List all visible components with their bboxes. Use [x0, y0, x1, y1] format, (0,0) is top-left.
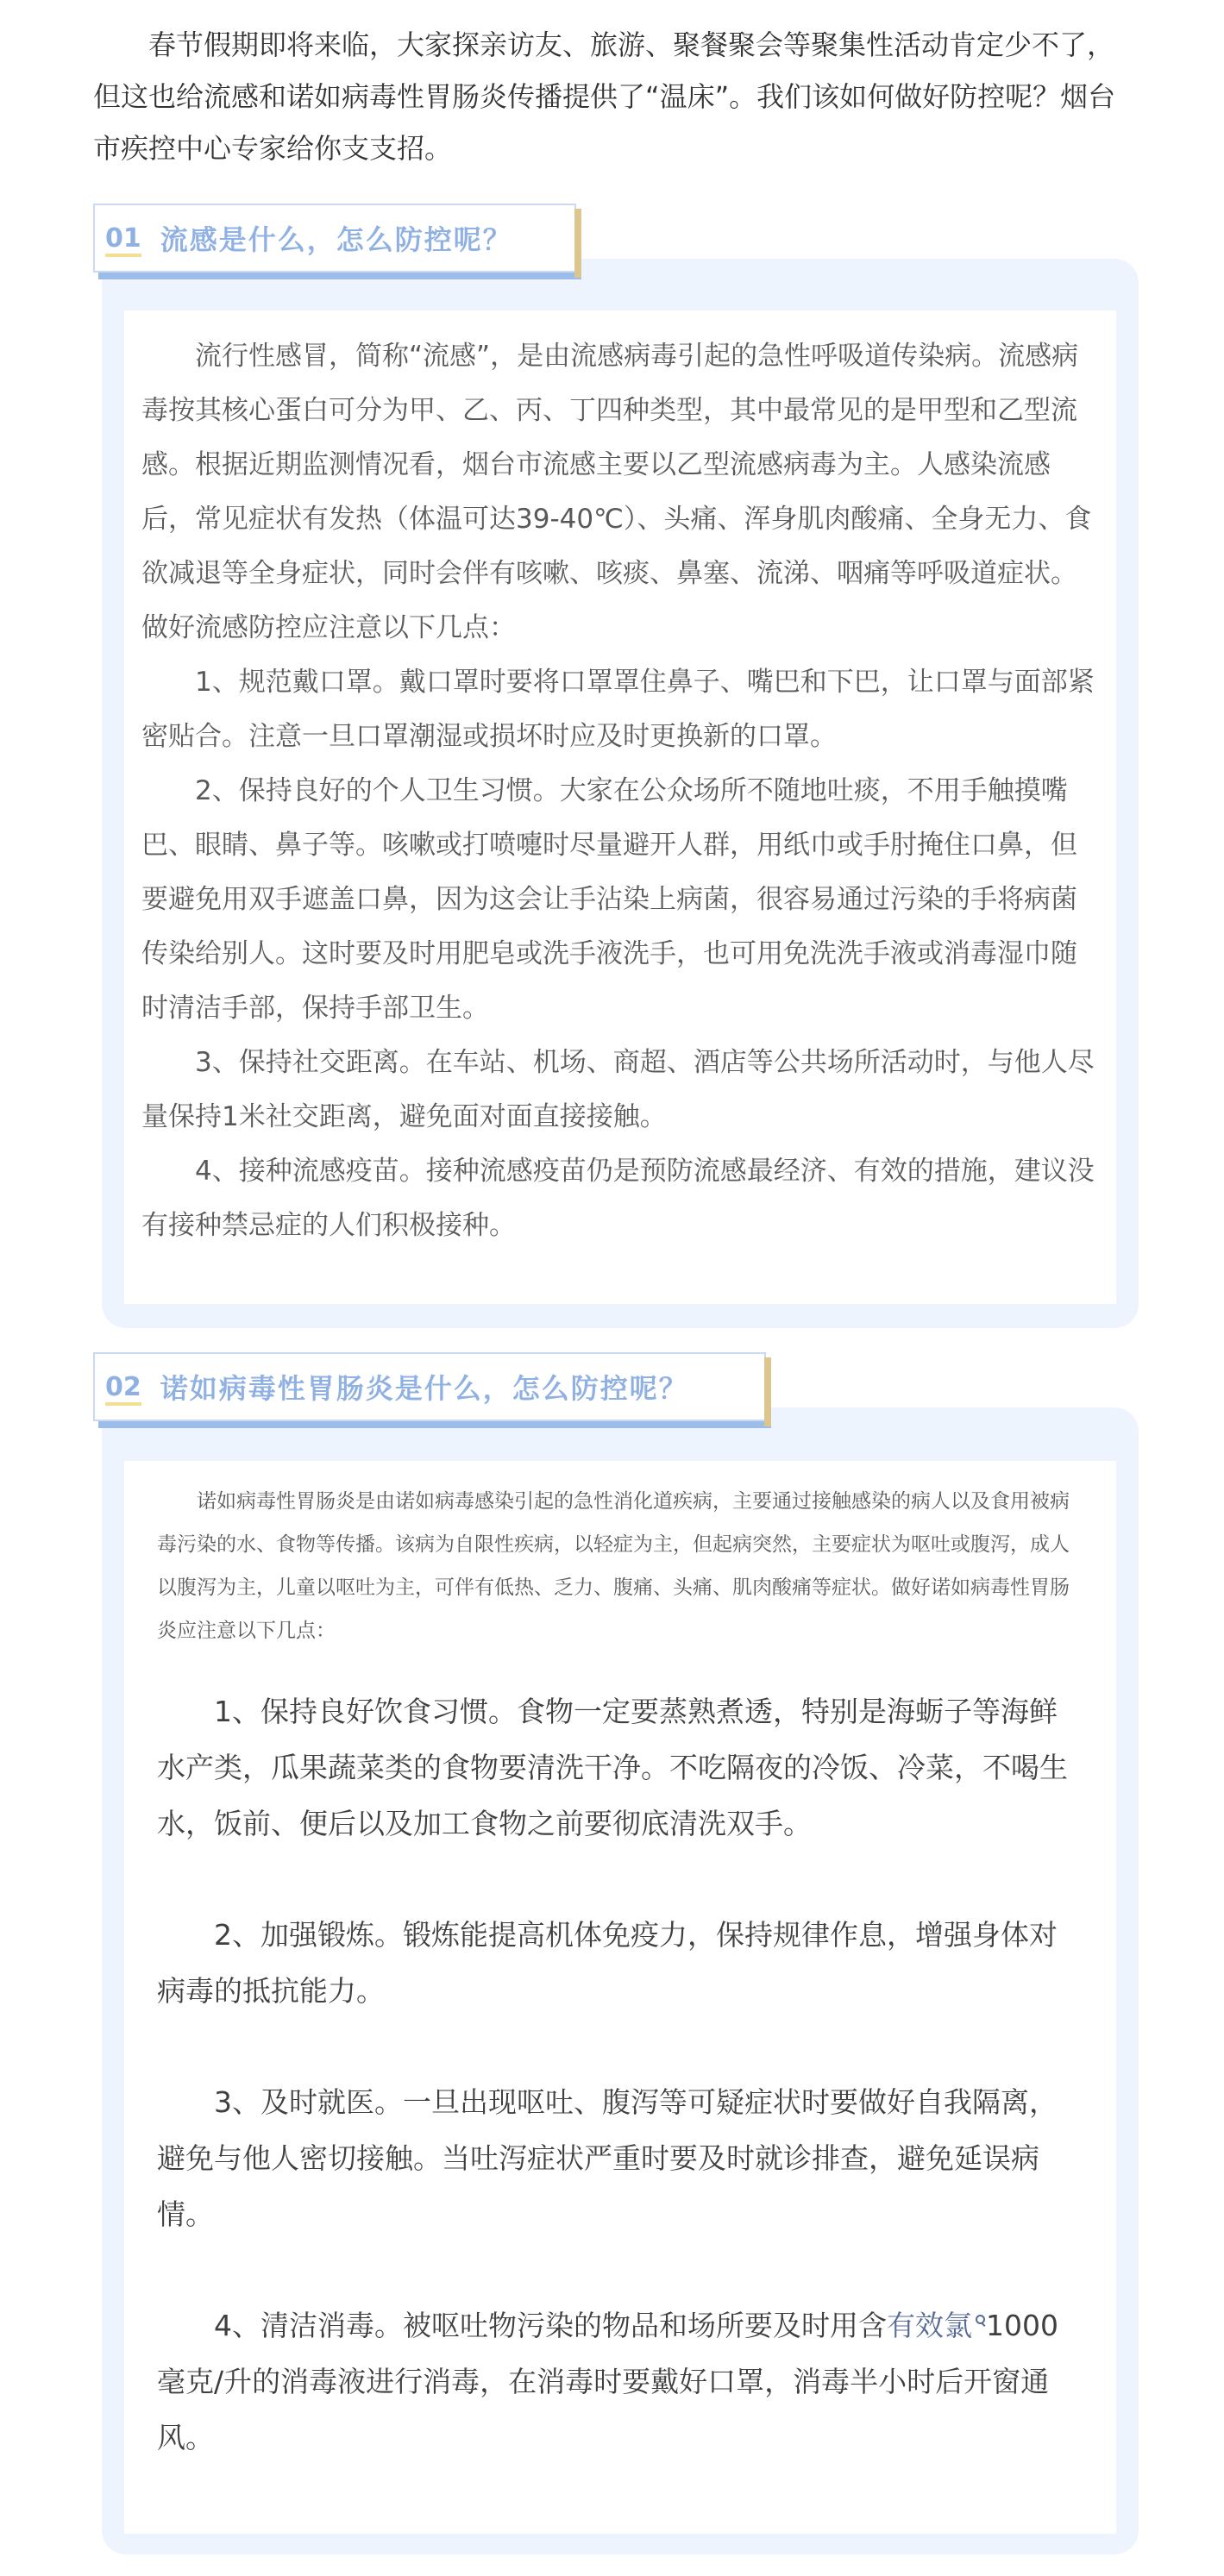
decorative-bar	[574, 209, 581, 278]
tip-4-text-start: 4、清洁消毒。被呕吐物污染的物品和场所要及时用含	[214, 2309, 887, 2342]
norovirus-tip-1: 1、保持良好饮食习惯。食物一定要蒸熟煮透，特别是海蛎子等海鲜水产类，瓜果蔬菜类的食物要清洗干净。不吃隔夜的冷饭、冷菜，不喝生水，饭前、便后以及加工食物之前要彻底清洗双手。	[157, 1695, 1068, 1840]
section-1-number: 01	[105, 223, 141, 254]
tip-4-text-end: 1000毫克/升的消毒液进行消毒，在消毒时要戴好口罩，消毒半小时后开窗通风。	[157, 2309, 1058, 2454]
flu-tip-3: 3、保持社交距离。在车站、机场、商超、酒店等公共场所活动时，与他人尽量保持1米社交距离，避免面对面直接接触。	[141, 1047, 1095, 1132]
section-2-panel	[102, 1407, 1139, 2554]
section-2-content	[124, 1461, 1116, 2534]
decorative-bar	[764, 1357, 771, 1426]
norovirus-tip-2: 2、加强锻炼。锻炼能提高机体免疫力，保持规律作息，增强身体对病毒的抵抗能力。	[157, 1918, 1058, 2008]
intro-paragraph: 春节假期即将来临，大家探亲访友、旅游、聚餐聚会等聚集性活动肯定少不了，但这也给流感和诺如病毒性胃肠炎传播提供了“温床”。我们该如何做好防控呢？烟台市疾控中心专家给你支支招。	[93, 28, 1116, 165]
search-icon[interactable]	[976, 2315, 986, 2325]
norovirus-definition: 诺如病毒性胃肠炎是由诺如病毒感染引起的急性消化道疾病，主要通过接触感染的病人以及食用被病毒污染的水、食物等传播。该病为自限性疾病，以轻症为主，但起病突然，主要症状为呕吐或腹泻，成人以腹泻为主，儿童以呕吐为主，可伴有低热、乏力、腹痛、头痛、肌肉酸痛等症状。做好诺如病毒性胃肠炎应注意以下几点：	[157, 1490, 1070, 1642]
norovirus-tip-3: 3、及时就医。一旦出现呕吐、腹泻等可疑症状时要做好自我隔离，避免与他人密切接触。当吐泻症状严重时要及时就诊排查，避免延误病情。	[157, 2085, 1058, 2231]
flu-tip-2: 2、保持良好的个人卫生习惯。大家在公众场所不随地吐痰，不用手触摸嘴巴、眼睛、鼻子等。咳嗽或打喷嚏时尽量避开人群，用纸巾或手肘掩住口鼻，但要避免用双手遮盖口鼻，因为这会让手沾染上病菌，很容易通过污染的手将病菌传染给别人。这时要及时用肥皂或洗手液洗手，也可用免洗洗手液或消毒湿巾随时清洁手部，保持手部卫生。	[141, 775, 1077, 1024]
section-2-number: 02	[105, 1371, 141, 1402]
section-1-content	[124, 310, 1116, 1304]
effective-chlorine-link[interactable]: 有效氯	[887, 2309, 972, 2342]
norovirus-tip-4	[157, 2297, 1083, 2466]
section-2-header	[93, 1352, 766, 1421]
flu-tip-4: 4、接种流感疫苗。接种流感疫苗仍是预防流感最经济、有效的措施，建议没有接种禁忌症的人们积极接种。	[141, 1156, 1095, 1241]
section-1-panel	[102, 259, 1139, 1328]
section-2-title: 诺如病毒性胃肠炎是什么，怎么防控呢？	[160, 1372, 688, 1405]
section-1-header	[93, 204, 576, 273]
flu-tip-1: 1、规范戴口罩。戴口罩时要将口罩罩住鼻子、嘴巴和下巴，让口罩与面部紧密贴合。注意一旦口罩潮湿或损坏时应及时更换新的口罩。	[141, 667, 1095, 752]
flu-definition: 流行性感冒，简称“流感”，是由流感病毒引起的急性呼吸道传染病。流感病毒按其核心蛋白可分为甲、乙、丙、丁四种类型，其中最常见的是甲型和乙型流感。根据近期监测情况看，烟台市流感主要以乙型流感病毒为主。人感染流感后，常见症状有发热（体温可达39-40℃）、头痛、浑身肌肉酸痛、全身无力、食欲减退等全身症状，同时会伴有咳嗽、咳痰、鼻塞、流涕、咽痛等呼吸道症状。做好流感防控应注意以下几点：	[141, 341, 1092, 643]
section-1-title: 流感是什么，怎么防控呢？	[160, 223, 512, 256]
